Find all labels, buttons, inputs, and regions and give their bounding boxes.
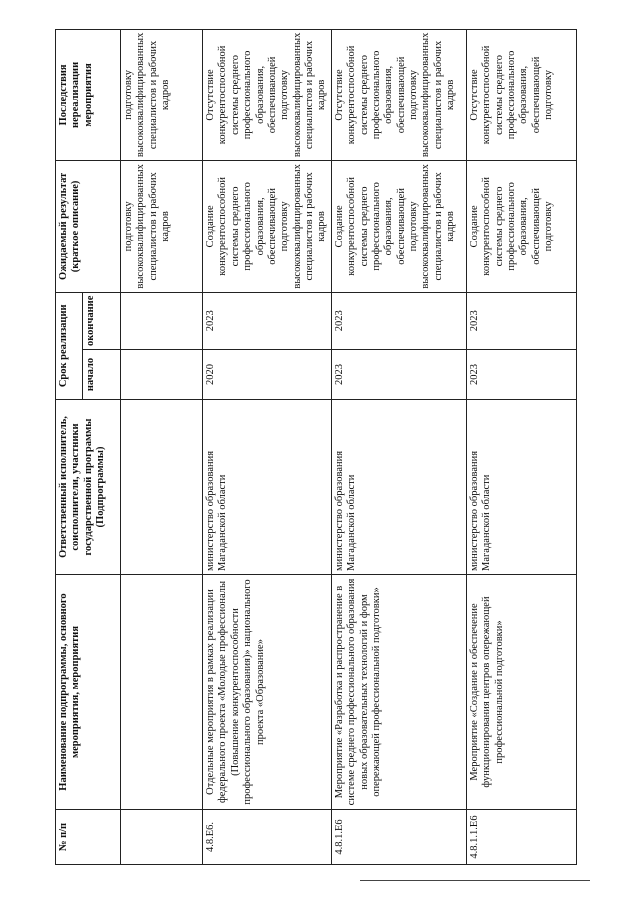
row-start: 2023 bbox=[331, 350, 466, 400]
row-end: 2023 bbox=[203, 292, 332, 349]
row-executor: министерство образования Магаданской области bbox=[466, 400, 576, 575]
row-start: 2023 bbox=[466, 350, 576, 400]
row-name: Мероприятие «Разработка и распространение в системе среднего профессионального образования новых образовательных технологий и форм опережающей профессиональной подготовки» bbox=[331, 575, 466, 810]
header-num: № п/п bbox=[56, 810, 121, 865]
row-executor bbox=[121, 400, 203, 575]
row-start: 2020 bbox=[203, 350, 332, 400]
row-name: Отдельные мероприятия в рамках реализации федерального проекта «Молодые профессионалы (Повышение конкурентоспособности профессионального образования)» национального проекта «Образование» bbox=[203, 575, 332, 810]
row-effects: Отсутствие конкурентоспособной системы среднего профессионального образования, обеспечивающей подготовку bbox=[466, 29, 576, 160]
header-effects: Последствия нереализации мероприятия bbox=[56, 29, 121, 160]
program-table bbox=[55, 29, 577, 865]
header-result: Ожидаемый результат (краткое описание) bbox=[56, 161, 121, 292]
row-num: 4.8.1.Е6 bbox=[331, 810, 466, 865]
row-num: 4.8.1.1.Е6 bbox=[466, 810, 576, 865]
header-start: начало bbox=[83, 350, 121, 400]
row-num bbox=[121, 810, 203, 865]
header-executor: Ответственный исполнитель, соисполнители, участники государственной программы (Подпрограммы) bbox=[56, 400, 121, 575]
row-executor: министерство образования Магаданской области bbox=[203, 400, 332, 575]
table-row bbox=[121, 29, 203, 864]
row-end bbox=[121, 292, 203, 349]
table-row bbox=[466, 29, 576, 864]
row-result: Создание конкурентоспособной системы среднего профессионального образования, обеспечивающей подготовку высококвалифицированных специалистов и рабочих кадров bbox=[331, 161, 466, 292]
header-row bbox=[56, 29, 83, 864]
table-row bbox=[203, 29, 332, 864]
row-effects: Отсутствие конкурентоспособной системы среднего профессионального образования, обеспечивающей подготовку высококвалифицированных специалистов и рабочих кадров bbox=[203, 29, 332, 160]
row-end: 2023 bbox=[331, 292, 466, 349]
table-row bbox=[331, 29, 466, 864]
row-result: Создание конкурентоспособной системы среднего профессионального образования, обеспечивающей подготовку высококвалифицированных специалистов и рабочих кадров bbox=[203, 161, 332, 292]
header-term: Срок реализации bbox=[56, 292, 83, 399]
row-effects: подготовку высококвалифицированных специалистов и рабочих кадров bbox=[121, 29, 203, 160]
header-name: Наименование подпрограммы, основного мероприятия, мероприятия bbox=[56, 575, 121, 810]
row-name bbox=[121, 575, 203, 810]
row-executor: министерство образования Магаданской области bbox=[331, 400, 466, 575]
row-start bbox=[121, 350, 203, 400]
row-result: Создание конкурентоспособной системы среднего профессионального образования, обеспечивающей подготовку bbox=[466, 161, 576, 292]
row-num: 4.8.Е6. bbox=[203, 810, 332, 865]
row-result: подготовку высококвалифицированных специалистов и рабочих кадров bbox=[121, 161, 203, 292]
header-end: окончание bbox=[83, 292, 121, 349]
row-effects: Отсутствие конкурентоспособной системы среднего профессионального образования, обеспечивающей подготовку высококвалифицированных специалистов и рабочих кадров bbox=[331, 29, 466, 160]
bottom-divider bbox=[360, 880, 590, 881]
row-name: Мероприятие «Создание и обеспечение функционирования центров опережающей профессиональной подготовки» bbox=[466, 575, 576, 810]
row-end: 2023 bbox=[466, 292, 576, 349]
